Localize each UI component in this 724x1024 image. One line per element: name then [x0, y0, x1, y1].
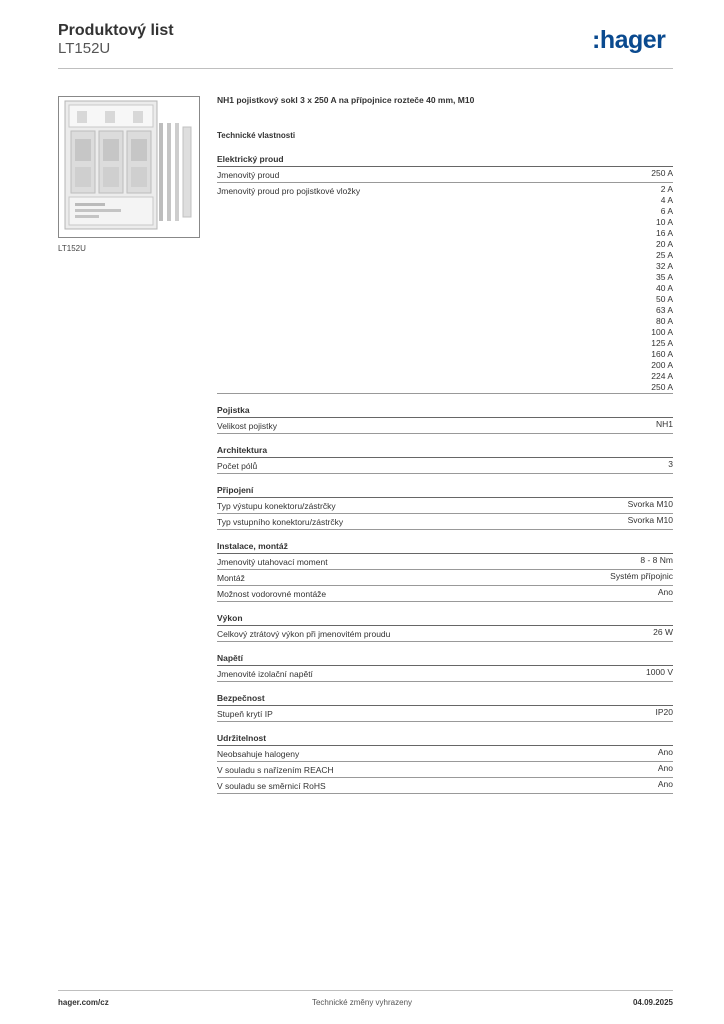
spec-value: 8 - 8 Nm — [640, 555, 673, 565]
spec-value: Systém přípojnic — [610, 571, 673, 581]
spec-value: 80 A — [655, 316, 673, 326]
page-title: Produktový list — [58, 22, 174, 39]
spec-value: 35 A — [655, 272, 673, 282]
section-title: Výkon — [217, 612, 673, 626]
spec-row — [217, 183, 673, 394]
spec-values — [658, 779, 673, 793]
spec-value: 200 A — [651, 360, 673, 370]
spec-row — [217, 498, 673, 514]
fuse-base-illustration — [59, 97, 199, 237]
spec-value: 50 A — [655, 294, 673, 304]
section-title: Elektrický proud — [217, 153, 673, 167]
spec-section — [217, 612, 673, 642]
spec-section — [217, 153, 673, 394]
spec-value: Ano — [657, 747, 673, 757]
spec-row — [217, 746, 673, 762]
spec-value: 100 A — [651, 327, 673, 337]
spec-row — [217, 706, 673, 722]
footer-date: 04.09.2025 — [632, 998, 673, 1007]
spec-label: Jmenovitý proud — [217, 170, 280, 180]
section-title: Napětí — [217, 652, 673, 666]
spec-label: Stupeň krytí IP — [217, 709, 273, 719]
product-code: LT152U — [58, 40, 111, 57]
spec-values — [668, 459, 673, 473]
spec-row — [217, 762, 673, 778]
spec-values — [651, 184, 673, 393]
spec-label: Typ výstupu konektoru/zástrčky — [217, 501, 336, 511]
spec-label: Velikost pojistky — [217, 421, 277, 431]
spec-value: 32 A — [655, 261, 673, 271]
product-description: NH1 pojistkový sokl 3 x 250 A na přípojnice rozteče 40 mm, M10 — [217, 95, 475, 105]
section-title: Instalace, montáž — [217, 540, 673, 554]
spec-label: Neobsahuje halogeny — [217, 749, 300, 759]
header-divider — [58, 68, 673, 69]
logo-prefix: : — [592, 26, 600, 54]
spec-value: 160 A — [651, 349, 673, 359]
spec-row — [217, 586, 673, 602]
spec-row — [217, 626, 673, 642]
image-caption: LT152U — [58, 244, 86, 253]
spec-value: Svorka M10 — [627, 515, 673, 525]
spec-value: IP20 — [655, 707, 673, 717]
spec-value: 125 A — [651, 338, 673, 348]
spec-content — [217, 95, 673, 804]
spec-value: Ano — [657, 779, 673, 789]
spec-value: 1000 V — [646, 667, 673, 677]
spec-sections — [217, 153, 673, 794]
spec-section — [217, 732, 673, 794]
spec-values — [628, 499, 673, 513]
spec-value: 40 A — [655, 283, 673, 293]
spec-value: 20 A — [655, 239, 673, 249]
footer-website: hager.com/cz — [58, 998, 109, 1007]
spec-row — [217, 570, 673, 586]
spec-values — [640, 555, 673, 569]
spec-label: Počet pólů — [217, 461, 258, 471]
spec-value: Ano — [657, 587, 673, 597]
spec-values — [651, 168, 673, 182]
section-title: Pojistka — [217, 404, 673, 418]
spec-value: 250 A — [651, 382, 673, 392]
product-image — [58, 96, 200, 238]
spec-value: 16 A — [655, 228, 673, 238]
spec-values — [658, 587, 673, 601]
spec-value: 4 A — [660, 195, 673, 205]
spec-value: 25 A — [655, 250, 673, 260]
spec-row — [217, 167, 673, 183]
spec-label: V souladu s nařízením REACH — [217, 765, 334, 775]
spec-value: 63 A — [655, 305, 673, 315]
spec-value: NH1 — [655, 419, 673, 429]
spec-section — [217, 404, 673, 434]
spec-value: 3 — [668, 459, 673, 469]
spec-value: 250 A — [651, 168, 673, 178]
spec-row — [217, 458, 673, 474]
logo-text: hager — [599, 26, 666, 54]
spec-value: Ano — [657, 763, 673, 773]
spec-values — [658, 747, 673, 761]
spec-values — [653, 627, 673, 641]
footer-divider — [58, 990, 673, 991]
spec-section — [217, 484, 673, 530]
spec-value: 2 A — [660, 184, 673, 194]
section-title: Architektura — [217, 444, 673, 458]
spec-value: 26 W — [653, 627, 673, 637]
spec-label: Jmenovité izolační napětí — [217, 669, 313, 679]
spec-label: Možnost vodorovné montáže — [217, 589, 327, 599]
spec-row — [217, 778, 673, 794]
spec-row — [217, 418, 673, 434]
spec-section — [217, 444, 673, 474]
section-title: Bezpečnost — [217, 692, 673, 706]
spec-section — [217, 692, 673, 722]
spec-value: 10 A — [655, 217, 673, 227]
spec-label: Celkový ztrátový výkon při jmenovitém proudu — [217, 629, 391, 639]
footer-notice: Technické změny vyhrazeny — [311, 998, 413, 1007]
spec-value: Svorka M10 — [627, 499, 673, 509]
spec-label: Jmenovitý utahovací moment — [217, 557, 328, 567]
spec-row — [217, 554, 673, 570]
hager-logo — [592, 26, 665, 55]
spec-section — [217, 652, 673, 682]
spec-row — [217, 666, 673, 682]
spec-values — [658, 763, 673, 777]
spec-values — [646, 667, 673, 681]
spec-section — [217, 540, 673, 602]
section-title: Připojení — [217, 484, 673, 498]
spec-values — [610, 571, 673, 585]
spec-value: 6 A — [660, 206, 673, 216]
spec-label: Montáž — [217, 573, 245, 583]
spec-values — [656, 419, 673, 433]
spec-value: 224 A — [651, 371, 673, 381]
spec-label: Typ vstupního konektoru/zástrčky — [217, 517, 344, 527]
tech-heading: Technické vlastnosti — [217, 131, 296, 140]
spec-label: V souladu se směrnicí RoHS — [217, 781, 326, 791]
spec-values — [656, 707, 674, 721]
section-title: Udržitelnost — [217, 732, 673, 746]
spec-row — [217, 514, 673, 530]
spec-label: Jmenovitý proud pro pojistkové vložky — [217, 186, 361, 196]
spec-values — [628, 515, 673, 529]
